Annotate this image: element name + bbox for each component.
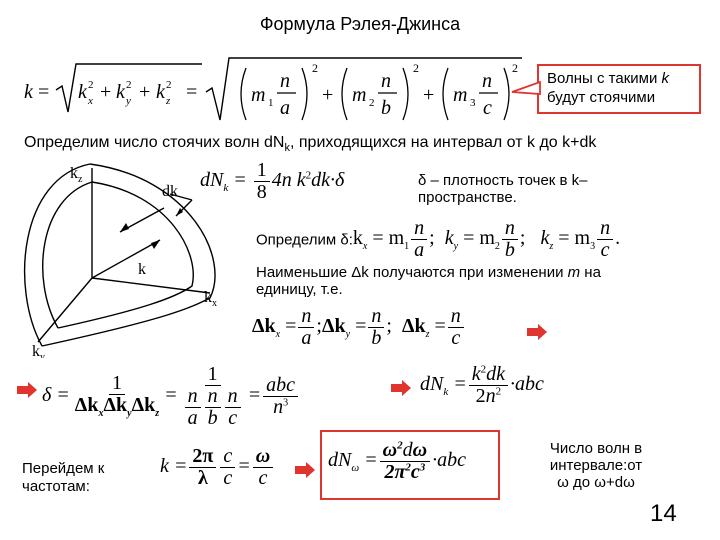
- svg-text:п: п: [482, 70, 492, 92]
- dnk-formula: $dN_k$ = $\frac{1}{8}$ 4п $k^2dk\cdot\delta$: [200, 159, 345, 203]
- svg-text:2: 2: [413, 61, 419, 75]
- callout-text-2: будут стоячими: [547, 89, 656, 106]
- svg-text:z: z: [166, 95, 171, 107]
- axis-label-kz: $k_z$: [70, 165, 83, 185]
- dnomega-formula: $dN_\omega$ = $\frac{\omega^2d\omega}{2\pi^2c^3}$ ·abc: [328, 439, 466, 483]
- axis-label-ky: $k_y$: [32, 343, 45, 358]
- delta-formula: δ = $\frac{1}{\Delta k_x\Delta k_y\Delta k_z}$ = 1 $\frac{п}{a}$ $\frac{п}{b}$ $\frac{п}{c}$ = $\frac{\text{abc}}{п^3}$: [42, 364, 300, 429]
- svg-text:1: 1: [268, 97, 274, 109]
- smallest-dk-text: [256, 264, 686, 298]
- shell-label-dk: dk: [162, 183, 178, 200]
- go-to-frequencies: [22, 460, 140, 496]
- intro-line: [24, 134, 596, 154]
- svg-text:+: +: [139, 81, 151, 103]
- smallest-line-1b: на: [580, 264, 601, 281]
- svg-text:п: п: [381, 70, 391, 92]
- axis-label-kx: $k_x$: [204, 289, 217, 309]
- intro-text-a: Определим число стоячих волн dN: [24, 134, 285, 151]
- svg-text:3: 3: [470, 97, 476, 109]
- callout-text-k: k: [661, 70, 670, 87]
- wavevector-formula-svg: [22, 54, 527, 126]
- arrow-icon: [526, 324, 548, 340]
- svg-text:п: п: [280, 70, 290, 92]
- result-line-2: интервале:от: [549, 457, 643, 474]
- density-line-2: пространстве.: [418, 189, 517, 206]
- svg-text:2: 2: [88, 79, 94, 91]
- radius-label-k: k: [138, 261, 146, 278]
- slide-title: Формула Рэлея-Джинса: [259, 14, 461, 34]
- svg-text:x: x: [88, 95, 93, 107]
- svg-text:c: c: [483, 97, 492, 119]
- result-line-3: ω до ω+dω: [557, 474, 635, 491]
- go-word-1: Перейдем к: [22, 460, 105, 477]
- go-line-2: частотам:: [22, 478, 90, 495]
- svg-text:m: m: [352, 84, 367, 106]
- arrow-icon: [390, 380, 412, 396]
- svg-text:m: m: [453, 84, 468, 106]
- standing-waves-callout: [537, 64, 701, 114]
- svg-text:2: 2: [512, 61, 518, 75]
- svg-text:=: =: [186, 81, 198, 103]
- page-number: 14: [650, 500, 677, 527]
- intro-text-sub: k: [284, 142, 290, 155]
- smallest-line-1m: m: [567, 264, 581, 281]
- svg-text:2: 2: [166, 79, 172, 91]
- density-text: [418, 172, 658, 206]
- svg-text:b: b: [381, 97, 391, 119]
- k-omega-formula: k = $\frac{2\pi}{\lambda}$ $\frac{c}{c}$ = $\frac{\omega}{c}$: [160, 446, 275, 489]
- result-box: [320, 430, 500, 500]
- svg-text:+: +: [100, 81, 112, 103]
- delta-k-formula: $\Delta k_x$ = $\frac{п}{a}$ $;\Delta k_y$ = $\frac{п}{b}$ ; $\Delta k_z$ = $\frac{п}{c}$: [252, 306, 466, 349]
- svg-text:+: +: [423, 84, 435, 106]
- callout-pointer: [510, 80, 542, 100]
- arrow-icon: [294, 462, 316, 478]
- smallest-line-1a: Наименьшие Δk получаются при изменении: [256, 264, 568, 281]
- svg-text:2: 2: [369, 97, 375, 109]
- wavevector-formula: [22, 54, 527, 126]
- svg-text:m: m: [251, 84, 266, 106]
- svg-text:2: 2: [312, 61, 318, 75]
- dnk-result-formula: $dN_k$ = $\frac{k^2dk}{2п^2}$ ·abc: [420, 363, 544, 407]
- result-text: [516, 440, 676, 491]
- svg-text:+: +: [322, 84, 334, 106]
- svg-text:k: k: [156, 81, 165, 103]
- define-prefix: Определим δ:: [256, 231, 353, 249]
- intro-text-b: , приходящихся на интервал от k до k+dk: [289, 134, 597, 151]
- svg-text:y: y: [126, 95, 131, 107]
- svg-text:k: k: [116, 81, 125, 103]
- svg-text:a: a: [280, 97, 290, 119]
- result-line-1: Число волн в: [549, 440, 643, 457]
- density-line-1: δ – плотность точек в k–: [418, 172, 588, 189]
- arrow-icon: [16, 382, 38, 398]
- callout-text-1: Волны с такими: [547, 70, 662, 87]
- smallest-line-2: единицу, т.е.: [256, 281, 343, 298]
- svg-text:2: 2: [126, 79, 132, 91]
- svg-text:k: k: [24, 81, 33, 103]
- svg-text:=: =: [38, 81, 50, 103]
- svg-text:k: k: [78, 81, 87, 103]
- define-delta: Определим $\delta:k_x = m_1$ $\frac{п}{a}$ ; $k_y = m_2$ $\frac{п}{b}$ ; $k_z = m_3$ $\frac{п}{c}$ .: [256, 217, 621, 261]
